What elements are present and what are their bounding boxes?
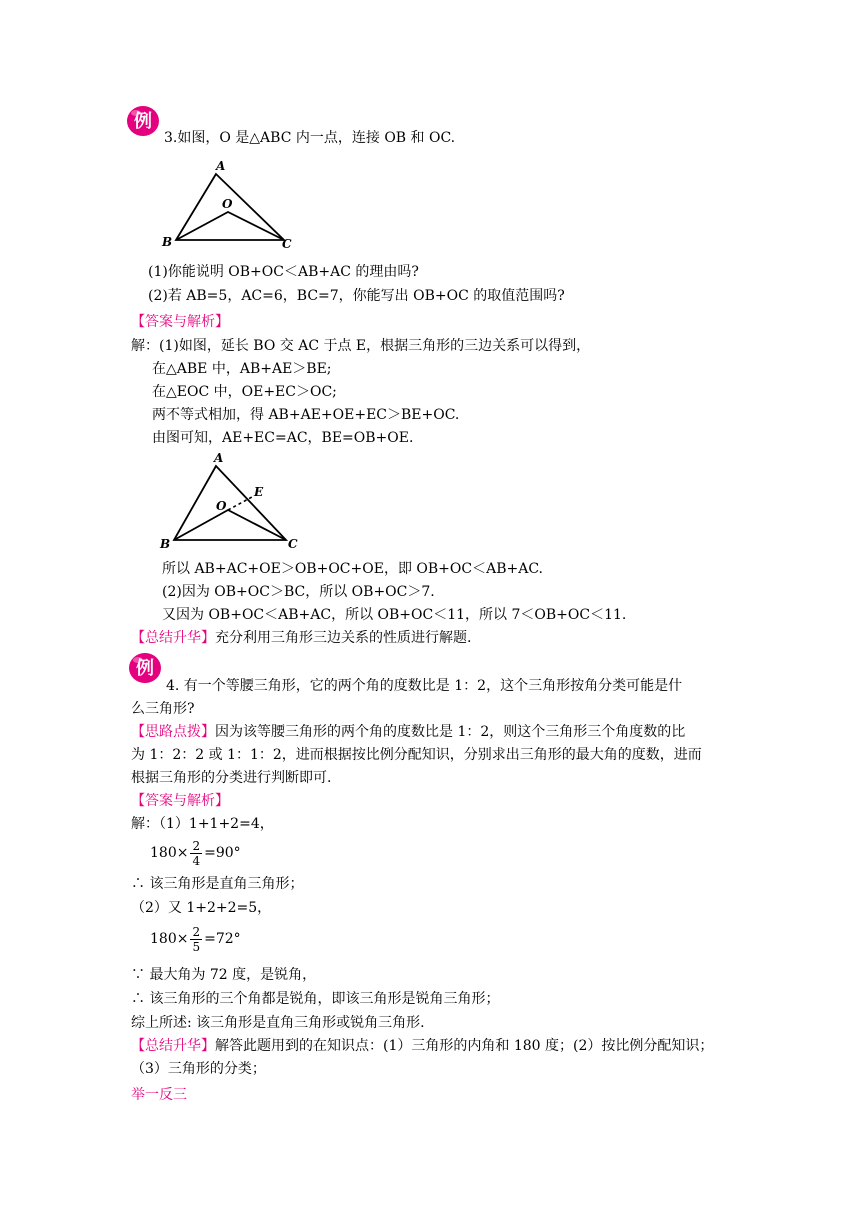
ex3-summary-tag: 【总结升华】 — [131, 630, 215, 646]
ex4-sol-3: （2）又 1+2+2=5， — [131, 900, 272, 916]
figure-triangle-abc-extended — [156, 452, 306, 552]
ex3-answer-tag: 【答案与解析】 — [131, 314, 229, 330]
fig2-label-b: B — [160, 537, 171, 551]
ex4-sol-1: 解：（1）1+1+2=4， — [131, 816, 274, 832]
calc1-result: =90° — [204, 845, 241, 861]
fig1-label-b: B — [162, 235, 173, 248]
ex3-sol-line-4: 两不等式相加，得 AB+AE+OE+EC＞BE+OC. — [152, 407, 460, 423]
example-badge-icon — [126, 104, 160, 138]
ex4-hint-2: 为 1：2：2 或 1：1：2，进而根据按比例分配知识，分别求出三角形的最大角的度数，进而 — [131, 747, 702, 763]
ex4-sol-6: 综上所述: 该三角形是直角三角形或锐角三角形. — [131, 1015, 425, 1031]
ex3-summary-text: 充分利用三角形三边关系的性质进行解题. — [215, 630, 472, 646]
ex3-q2: (2)若 AB=5，AC=6，BC=7，你能写出 OB+OC 的取值范围吗? — [148, 288, 565, 304]
ex3-sol-line-5: 由图可知，AE+EC=AC，BE=OB+OE. — [152, 430, 414, 446]
calc1-prefix: 180× — [150, 845, 189, 861]
ex4-sol-4: ∵ 最大角为 72 度，是锐角， — [131, 967, 317, 983]
ex3-summary — [131, 628, 471, 648]
ex4-hint-1 — [131, 722, 685, 742]
calc2-prefix: 180× — [150, 931, 189, 947]
ex3-sol2-line-2: (2)因为 OB+OC＞BC，所以 OB+OC＞7. — [162, 584, 435, 600]
fig2-label-o: O — [216, 499, 227, 513]
fig2-label-e: E — [254, 485, 264, 499]
badge-text: 例 — [134, 111, 152, 132]
calc2-result: =72° — [204, 931, 241, 947]
ex3-sol-line-3: 在△EOC 中，OE+EC＞OC; — [152, 384, 337, 400]
ex4-summary-tag: 【总结升华】 — [131, 1038, 215, 1054]
figure-triangle-abc — [158, 156, 298, 248]
ex3-sol-line-2: 在△ABE 中，AB+AE＞BE; — [152, 361, 332, 377]
calc2-denominator: 5 — [192, 939, 201, 954]
calc2-numerator: 2 — [192, 924, 201, 939]
practice-heading: 举一反三 — [131, 1087, 187, 1103]
ex4-calc-1 — [150, 836, 241, 870]
ex4-hint-tag: 【思路点拨】 — [131, 724, 215, 740]
ex3-sol-line-1: 解：(1)如图，延长 BO 交 AC 于点 E，根据三角形的三边关系可以得到， — [131, 338, 591, 354]
ex4-sol-5: ∴ 该三角形的三个角都是锐角，即该三角形是锐角三角形； — [131, 991, 500, 1007]
calc2-fraction — [190, 925, 202, 954]
calc1-denominator: 4 — [192, 853, 201, 868]
ex4-hint-text: 因为该等腰三角形的两个角的度数比是 1：2，则这个三角形三个角度数的比 — [215, 724, 686, 740]
calc1-fraction — [190, 839, 202, 868]
ex3-q1: (1)你能说明 OB+OC＜AB+AC 的理由吗? — [148, 264, 419, 280]
ex4-calc-2 — [150, 922, 241, 956]
calc1-numerator: 2 — [192, 838, 201, 853]
example-badge-icon — [128, 651, 162, 685]
ex4-stem-2: 么三角形? — [131, 701, 195, 717]
fig2-label-c: C — [288, 537, 298, 551]
badge-text: 例 — [136, 658, 154, 679]
ex3-sol2-line-1: 所以 AB+AC+OE＞OB+OC+OE，即 OB+OC＜AB+AC. — [162, 561, 543, 577]
ex3-stem: 3.如图，O 是△ABC 内一点，连接 OB 和 OC. — [164, 130, 456, 146]
fig1-label-a: A — [216, 159, 226, 173]
ex4-answer-tag: 【答案与解析】 — [131, 793, 229, 809]
ex4-hint-3: 根据三角形的分类进行判断即可. — [131, 770, 332, 786]
ex4-summary-text: 解答此题用到的在知识点：(1）三角形的内角和 180 度；(2）按比例分配知识； — [215, 1038, 714, 1054]
fig2-label-a: A — [214, 452, 224, 465]
fig1-label-c: C — [282, 237, 292, 248]
fig1-label-o: O — [222, 197, 233, 211]
ex4-sol-2: ∴ 该三角形是直角三角形； — [131, 876, 304, 892]
ex4-summary-2: （3）三角形的分类； — [131, 1061, 266, 1077]
ex4-summary-1 — [131, 1036, 713, 1056]
ex3-sol2-line-3: 又因为 OB+OC＜AB+AC，所以 OB+OC＜11，所以 7＜OB+OC＜11. — [162, 607, 627, 623]
ex4-stem-1: 4. 有一个等腰三角形，它的两个角的度数比是 1：2，这个三角形按角分类可能是什 — [166, 678, 683, 694]
